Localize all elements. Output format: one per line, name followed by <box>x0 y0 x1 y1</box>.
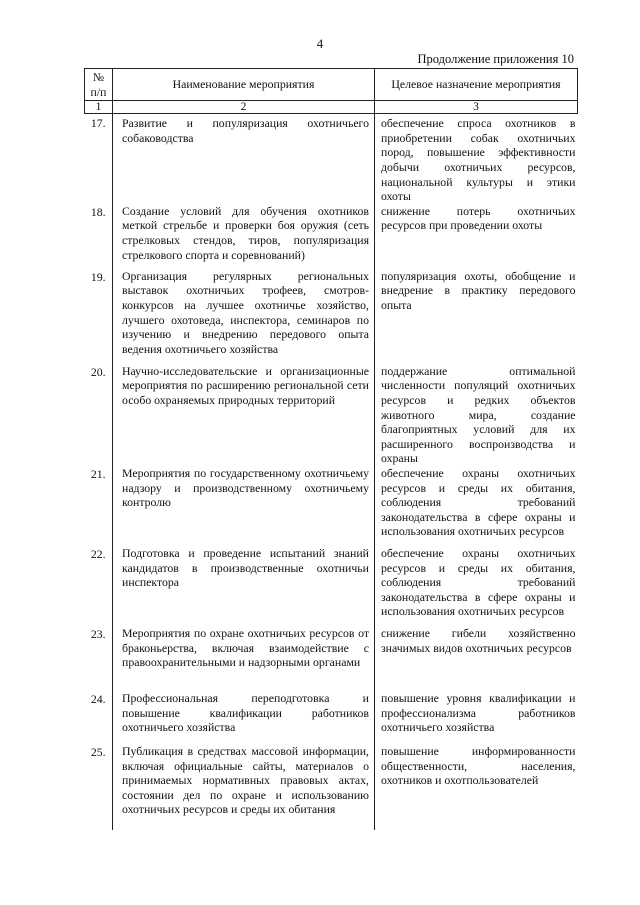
row-name: Научно-исследовательские и организационные мероприятия по расширению региональной сети особо охраняемых природных территорий <box>113 364 375 466</box>
row-name: Создание условий для обучения охотников меткой стрельбе и проверки боя оружия (сеть стрелковых стендов, тиров, популяризация стрелкового спорта и соревнований) <box>113 204 375 269</box>
header-name: Наименование мероприятия <box>113 69 375 101</box>
table-row <box>85 204 578 269</box>
row-number: 19. <box>85 269 113 364</box>
row-name: Развитие и популяризация охотничьего собаководства <box>113 114 375 204</box>
column-number-1: 1 <box>85 101 113 114</box>
row-purpose: поддержание оптимальной численности популяций охотничьих ресурсов и редких объектов животного мира, создание благоприятных условий для их расширенного воспроизводства и охраны <box>381 363 576 466</box>
row-name: Публикация в средствах массовой информации, включая официальные сайты, материалов о принимаемых нормативных правовых актах, состоянии дел по охране и использованию охотничьих ресурсов и среды их обитания <box>113 744 375 830</box>
row-purpose: обеспечение охраны охотничьих ресурсов и среды их обитания, соблюдения требований законодательства в сфере охраны и использования охотничьих ресурсов <box>381 545 576 619</box>
column-number-2: 2 <box>113 101 375 114</box>
table-row <box>85 269 578 364</box>
header-num: № п/п <box>85 69 113 101</box>
table-row <box>85 626 578 691</box>
page-number: 4 <box>316 36 324 51</box>
row-name: Подготовка и проведение испытаний знаний кандидатов в производственные охотничьи инспектора <box>113 546 375 626</box>
row-number: 18. <box>85 204 113 269</box>
row-number: 21. <box>85 466 113 546</box>
row-name: Профессиональная переподготовка и повышение квалификации работников охотничьего хозяйства <box>113 691 375 744</box>
column-number-3: 3 <box>375 101 578 114</box>
table-row <box>85 691 578 744</box>
row-purpose: повышение информированности общественности, населения, охотников и охотпользователей <box>381 743 576 788</box>
header-purpose: Целевое назначение мероприятия <box>375 69 578 101</box>
row-number: 22. <box>85 546 113 626</box>
table-row <box>85 466 578 546</box>
row-name: Мероприятия по государственному охотничьему надзору и производственному охотничьему контролю <box>113 466 375 546</box>
row-name: Мероприятия по охране охотничьих ресурсов от браконьерства, включая взаимодействие с правоохранительными и надзорными органами <box>113 626 375 691</box>
row-name: Организация регулярных региональных выставок охотничьих трофеев, смотров-конкурсов на лучшее охотничье хозяйство, лучшего охотоведа, инспектора, семинаров по изучению и внедрению передового опыта ведения охотничьего хозяйства <box>113 269 375 364</box>
row-purpose: снижение гибели хозяйственно значимых видов охотничьих ресурсов <box>381 625 576 655</box>
row-number: 20. <box>85 364 113 466</box>
row-purpose: обеспечение охраны охотничьих ресурсов и среды их обитания, соблюдения требований законодательства в сфере охраны и использования охотничьих ресурсов <box>381 465 576 539</box>
row-number: 23. <box>85 626 113 691</box>
row-number: 17. <box>85 114 113 204</box>
table-row <box>85 744 578 830</box>
table-row <box>85 114 578 204</box>
table-row <box>85 364 578 466</box>
row-purpose: повышение уровня квалификации и профессионализма работников охотничьего хозяйства <box>381 690 576 735</box>
row-number: 25. <box>85 744 113 830</box>
row-number: 24. <box>85 691 113 744</box>
continuation-label: Продолжение приложения 10 <box>417 52 574 66</box>
row-purpose: снижение потерь охотничьих ресурсов при проведении охоты <box>381 203 576 233</box>
row-purpose: обеспечение спроса охотников в приобретении собак охотничьих пород, повышение эффективности добычи охотничьих ресурсов, национальной культуры и этики охоты <box>381 116 576 204</box>
row-purpose: популяризация охоты, обобщение и внедрение в практику передового опыта <box>381 268 576 312</box>
table-row <box>85 546 578 626</box>
measures-table <box>84 68 578 830</box>
